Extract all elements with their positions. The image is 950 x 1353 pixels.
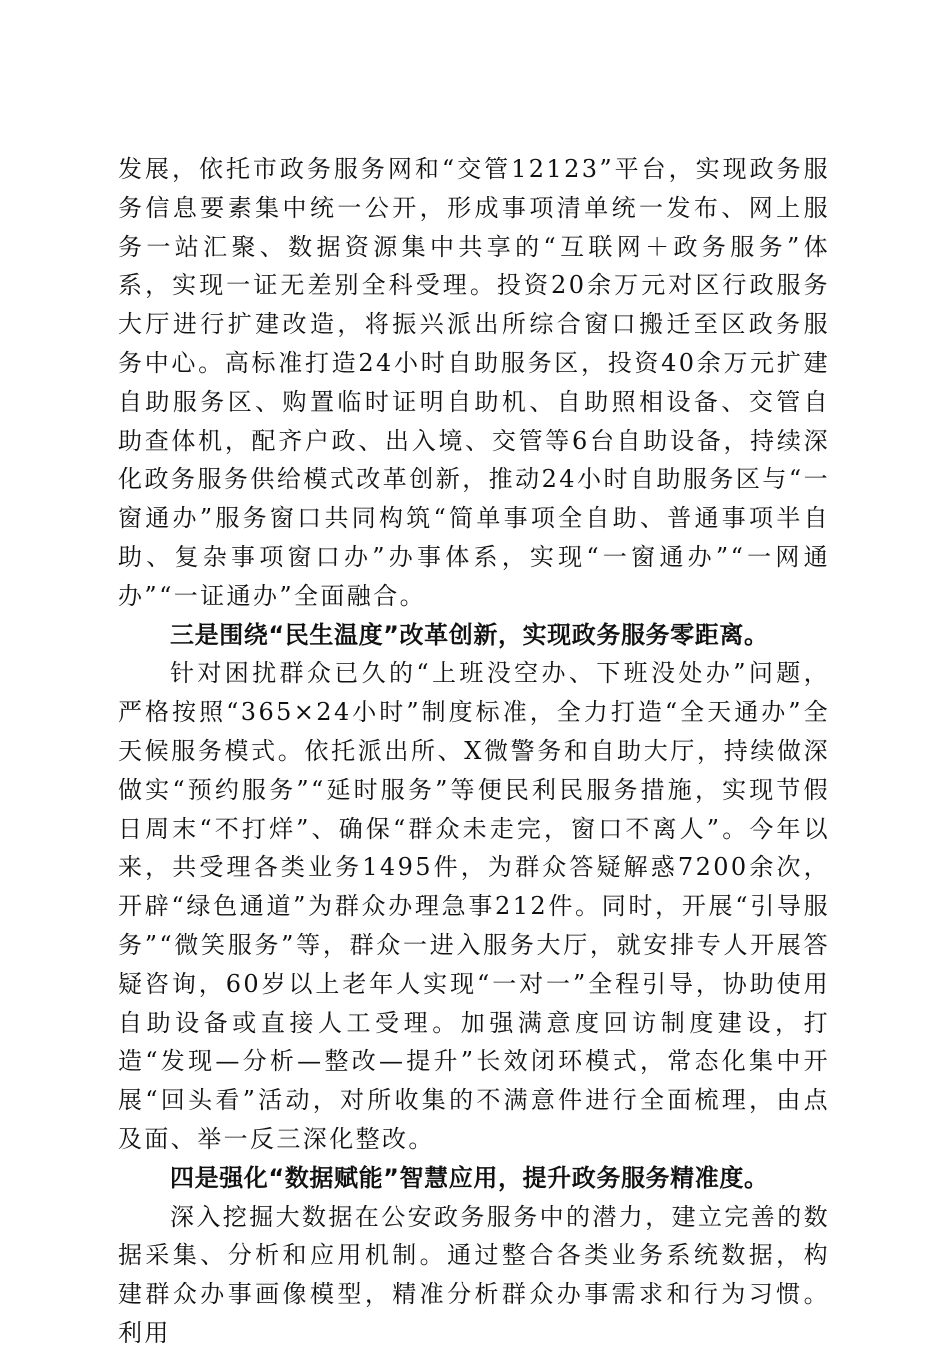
section-heading-3: 三是围绕“民生温度”改革创新，实现政务服务零距离。 [170, 620, 769, 649]
paragraph-body-2: 针对困扰群众已久的“上班没空办、下班没处办”问题，严格按照“365×24小时”制度标准，全力打造“全天通办”全天候服务模式。依托派出所、X微警务和自助大厅，持续做深做实“预约服务”“延时服务”等便民利民服务措施，实现节假日周末“不打烊”、确保“群众未走完，窗口不离人”。今年以来，共受理各类业务1495件，为群众答疑解惑7200余次，开辟“绿色通道”为群众办理急事212件。同时，开展“引导服务”“微笑服务”等，群众一进入服务大厅，就安排专人开展答疑咨询，60岁以上老年人实现“一对一”全程引导，协助使用自助设备或直接人工受理。加强满意度回访制度建设，打造“发现—分析—整改—提升”长效闭环模式，常态化集中开展“回头看”活动，对所收集的不满意件进行全面梳理，由点及面、举一反三深化整改。 [118, 659, 830, 1153]
document-page [118, 150, 830, 1353]
paragraph-body-3: 深入挖掘大数据在公安政务服务中的潜力，建立完善的数据采集、分析和应用机制。通过整合各类业务系统数据，构建群众办事画像模型，精准分析群众办事需求和行为习惯。利用 [118, 1202, 830, 1347]
paragraph-body-1: 发展，依托市政务服务网和“交管12123”平台，实现政务服务信息要素集中统一公开，形成事项清单统一发布、网上服务一站汇聚、数据资源集中共享的“互联网＋政务服务”体系，实现一证无差别全科受理。投资20余万元对区行政服务大厅进行扩建改造，将振兴派出所综合窗口搬迁至区政务服务中心。高标准打造24小时自助服务区，投资40余万元扩建自助服务区、购置临时证明自助机、自助照相设备、交管自助查体机，配齐户政、出入境、交管等6台自助设备，持续深化政务服务供给模式改革创新，推动24小时自助服务区与“一窗通办”服务窗口共同构筑“简单事项全自助、普通事项半自助、复杂事项窗口办”办事体系，实现“一窗通办”“一网通办”“一证通办”全面融合。 [118, 155, 830, 610]
section-heading-4: 四是强化“数据赋能”智慧应用，提升政务服务精准度。 [170, 1163, 769, 1192]
